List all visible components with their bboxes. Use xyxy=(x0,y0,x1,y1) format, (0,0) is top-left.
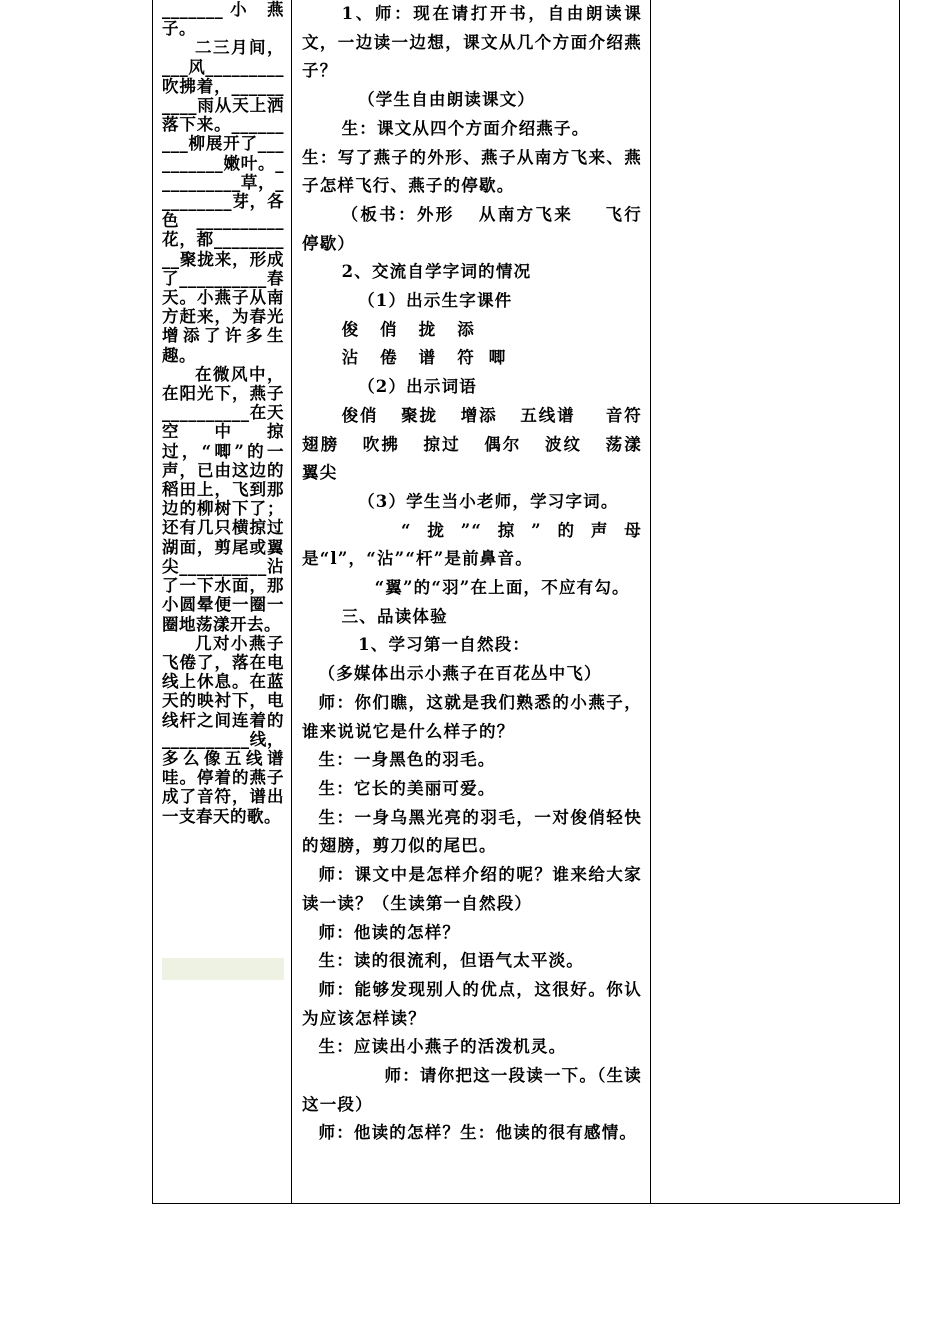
teaching-process-text xyxy=(302,0,663,1148)
process-line: 生：一身黑色的羽毛。 xyxy=(318,750,496,770)
process-line: 师：课文中是怎样介绍的呢？谁来给大家读一读？（生读第一自然段） xyxy=(302,865,642,913)
process-line: 生：它长的美丽可爱。 xyxy=(318,778,496,798)
process-line: 生：读的很流利，但语气太平淡。 xyxy=(318,951,584,971)
exercise-column xyxy=(153,0,292,1203)
process-line: 师：他读的怎样？生：他读的很有感情。 xyxy=(318,1123,638,1143)
process-line: （学生自由朗读课文） xyxy=(358,90,536,110)
process-line: 三、品读体验 xyxy=(341,606,448,626)
process-line: 俊俏 聚拢 增添 五线谱 音符 翅膀 吹拂 掠过 偶尔 波纹 荡漾 翼尖 xyxy=(302,405,663,483)
exercise-paragraph: 几对小燕子飞倦了，落在电线上休息。在蓝天的映衬下，电线杆之间连着的__________线，多么像五线谱哇。停着的燕子成了音符，谱出一支春天的歌。 xyxy=(162,633,284,826)
process-line: 师：他读的怎样？ xyxy=(318,922,461,942)
process-line: 生：写了燕子的外形、燕子从南方飞来、燕子怎样飞行、燕子的停歇。 xyxy=(302,147,642,196)
process-line: 俊 俏 拢 添 xyxy=(341,319,475,339)
process-line: 师：请你把这一段读一下。（生读这一段） xyxy=(302,1066,642,1114)
process-line: 1、学习第一自然段： xyxy=(358,635,531,655)
notes-column xyxy=(651,0,899,1203)
process-line: （1）出示生字课件 xyxy=(358,291,513,311)
lesson-table xyxy=(152,0,900,1204)
process-line: “拢”“掠”的声母是“l”，“沾”“杆”是前鼻音。 xyxy=(302,520,642,569)
process-line: 师：能够发现别人的优点，这很好。你认为应该怎样读？ xyxy=(302,979,642,1028)
process-line: （多媒体出示小燕子在百花丛中飞） xyxy=(318,664,602,684)
exercise-paragraph: 二三月间，___风_________吹拂着，__________雨从天上洒落下来。_________柳展开了__________嫩叶。__________草，_________芽，各色__________花，都__________聚拢来，形成了__________春天。小燕子从南方赶来，为春光增添了许多生趣。 xyxy=(162,38,284,365)
process-line: 生：应读出小燕子的活泼机灵。 xyxy=(318,1037,567,1057)
teaching-process-column xyxy=(292,0,663,1203)
exercise-paragraph: _______小 燕子。 xyxy=(162,0,284,39)
process-line: （3）学生当小老师，学习字词。 xyxy=(358,491,619,511)
process-line: 2、交流自学字词的情况 xyxy=(341,262,532,282)
process-line: 1、师：现在请打开书，自由朗读课文，一边读一边想，课文从几个方面介绍燕子？ xyxy=(302,4,642,81)
process-line: （2）出示词语 xyxy=(358,377,477,397)
process-line: （板书：外形 从南方飞来 飞行 停歇） xyxy=(302,204,663,253)
process-line: 师：你们瞧，这就是我们熟悉的小燕子，谁来说说它是什么样子的？ xyxy=(302,692,642,741)
process-line: “翼”的“羽”在上面，不应有勾。 xyxy=(374,578,630,598)
process-line: 生：课文从四个方面介绍燕子。 xyxy=(341,118,590,138)
shaded-box xyxy=(162,958,284,980)
process-line: 沾 倦 谱 符 唧 xyxy=(341,348,507,368)
fill-in-exercise xyxy=(162,0,284,826)
process-line: 生：一身乌黑光亮的羽毛，一对俊俏轻快的翅膀，剪刀似的尾巴。 xyxy=(302,807,642,856)
exercise-paragraph: 在微风中，在阳光下，燕子__________在天空中掠过，“唧”的一声，已由这边的稻田上，飞到那边的柳树下了；还有几只横掠过湖面，剪尾或翼尖__________沾了一下水面，那小圆晕便一圈一圈地荡漾开去。 xyxy=(162,364,284,634)
